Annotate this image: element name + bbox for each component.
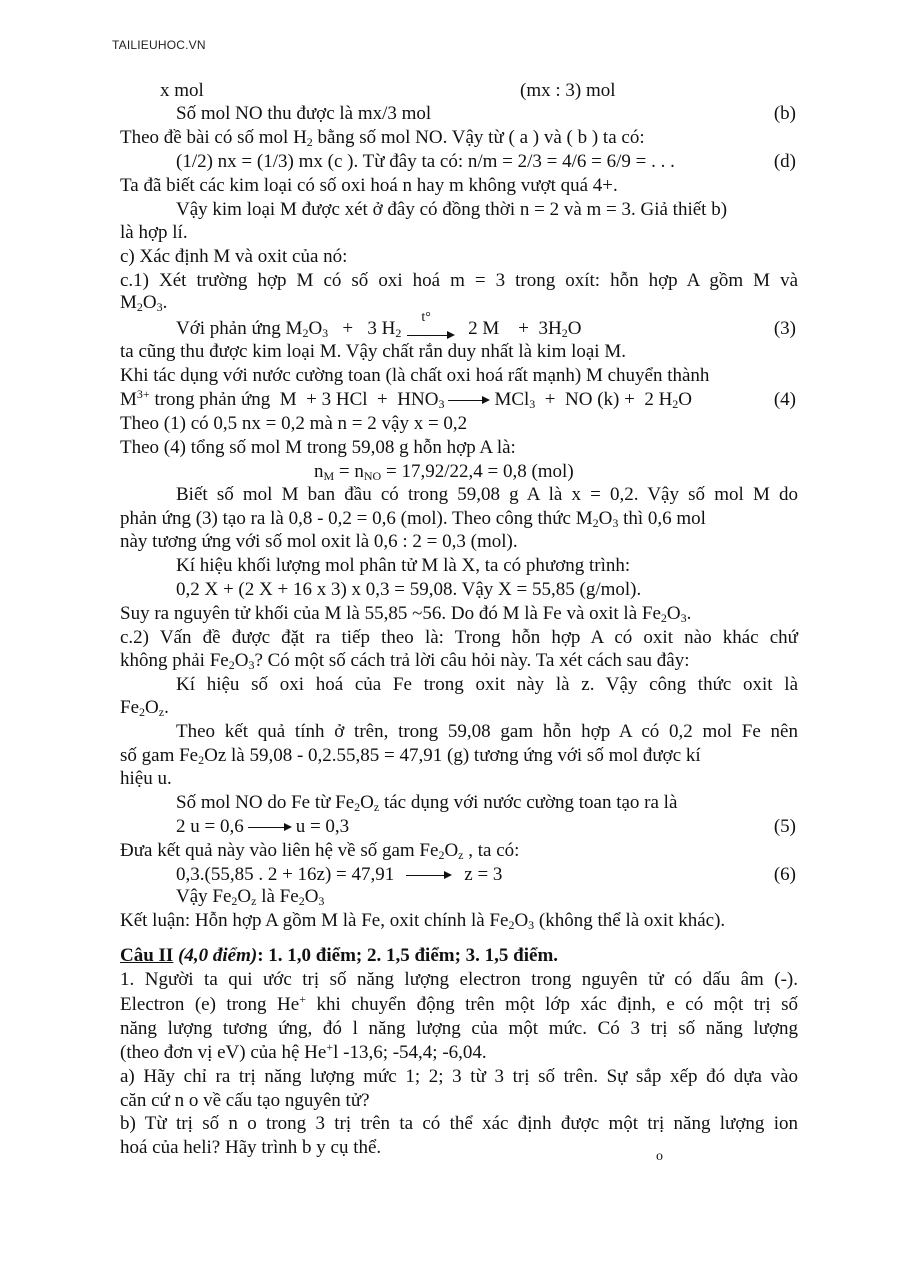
line-mx3mol: (mx : 3) mol <box>520 80 616 101</box>
text-line: c.2) Vấn đề được đặt ra tiếp theo là: Trong hỗn hợp A có oxit nào khác chứ <box>120 627 798 648</box>
equation-6: 0,3.(55,85 . 2 + 16z) = 47,91 z = 3 <box>176 864 503 885</box>
text-line: căn cứ n o về cấu tạo nguyên tử? <box>120 1090 370 1111</box>
text-line: Theo đề bài có số mol $H_2$ bằng số mol NO. Vậy từ ( a ) và ( b ) ta có: <box>120 127 645 149</box>
reaction-arrow <box>406 871 452 881</box>
text-line: $n_M = n_{NO} = 17,92/22,4 = 0,8$ (mol) <box>314 461 574 483</box>
text-line: Vậy kim loại M được xét ở đây có đồng thời n = 2 và m = 3. Giả thiết b) <box>176 199 728 220</box>
text-line: a) Hãy chỉ ra trị năng lượng mức 1; 2; 3 từ 3 trị số trên. Sự sắp xếp đó dựa vào <box>120 1066 798 1087</box>
reaction-arrow <box>248 823 292 833</box>
text-line: không phải $Fe_2O_3$? Có một số cách trả lời câu hỏi này. Ta xét cách sau đây: <box>120 650 690 672</box>
text-line: ta cũng thu được kim loại M. Vậy chất rắn duy nhất là kim loại M. <box>120 341 626 362</box>
text-line: $Fe_2O_z$. <box>120 697 169 719</box>
text-line: Theo (1) có 0,5 nx = 0,2 mà n = 2 vậy x = 0,2 <box>120 413 468 434</box>
text-line: $M_2O_3$. <box>120 292 168 314</box>
text-line: Số mol NO thu được là mx/3 mol <box>176 103 432 124</box>
equation-tag: (b) <box>773 103 796 124</box>
conclusion-line: Kết luận: Hỗn hợp A gồm M là Fe, oxit chính là $Fe_2O_3$ (không thể là oxit khác). <box>120 910 726 932</box>
reaction-arrow <box>448 396 490 406</box>
heat-arrow: t° <box>407 325 457 335</box>
text-line: số gam $Fe_2Oz$ là 59,08 - 0,2.55,85 = 47,91 (g) tương ứng với số mol được kí <box>120 745 701 767</box>
equation-tag: (5) <box>773 816 796 837</box>
text-line: Electron (e) trong He+ khi chuyển động trên một lớp xác định, e có một trị số <box>120 992 798 1015</box>
text-line: Theo kết quả tính ở trên, trong 59,08 gam hỗn hợp A có 0,2 mol Fe nên <box>176 721 798 742</box>
text-line: b) Từ trị số n o trong 3 trị trên ta có thể xác định được một trị năng lượng ion <box>120 1113 798 1134</box>
equation-5: 2 u = 0,6 u = 0,3 <box>176 816 350 837</box>
text-line: năng lượng tương ứng, đó l năng lượng của một mức. Có 3 trị số năng lượng <box>120 1018 798 1039</box>
text-line: phản ứng (3) tạo ra là 0,8 - 0,2 = 0,6 (mol). Theo công thức $M_2O_3$ thì 0,6 mol <box>120 508 706 530</box>
text-line: Kí hiệu số oxi hoá của Fe trong oxit này là z. Vậy công thức oxit là <box>176 674 798 695</box>
text-line: c.1) Xét trường hợp M có số oxi hoá m = 3 trong oxít: hỗn hợp A gồm M và <box>120 270 798 291</box>
text-line: này tương ứng với số mol oxit là 0,6 : 2 = 0,3 (mol). <box>120 531 518 552</box>
text-line: Kí hiệu khối lượng mol phân tử M là X, ta có phương trình: <box>176 555 631 576</box>
reaction-4: $M^{3+}$ trong phản ứng M + 3 HCl + $HNO_3$ MCl$_3$ + NO (k) + 2 $H_2O$ <box>120 387 693 411</box>
text-line: (theo đơn vị eV) của hệ He+l -13,6; -54,4; -6,04. <box>120 1040 487 1063</box>
text-line: 1. Người ta qui ước trị số năng lượng electron trong nguyên tử có dấu âm (-). <box>120 969 798 990</box>
text-line: là hợp lí. <box>120 222 188 243</box>
text-line: Vậy $Fe_2O_z$ là $Fe_2O_3$ <box>176 886 325 908</box>
site-header: TAILIEUHOC.VN <box>112 38 206 52</box>
equation-tag: (6) <box>773 864 796 885</box>
text-line: Khi tác dụng với nước cường toan (là chất oxi hoá rất mạnh) M chuyển thành <box>120 365 710 386</box>
question-2-heading: Câu II (4,0 điểm): 1. 1,0 điểm; 2. 1,5 điểm; 3. 1,5 điểm. <box>120 945 559 966</box>
line-xmol: x mol <box>160 80 204 101</box>
equation-tag: (3) <box>773 318 796 339</box>
text-line: Số mol NO do Fe từ $Fe_2O_z$ tác dụng với nước cường toan tạo ra là <box>176 792 678 814</box>
text-line: (1/2) nx = (1/3) mx (c ). Từ đây ta có: n/m = 2/3 = 4/6 = 6/9 = . . . <box>176 151 675 172</box>
reaction-3: Với phản ứng $M_2O_3 + 3$ $H_2$ t° 2 M + $3H_2O$ <box>176 309 582 340</box>
text-line: Biết số mol M ban đầu có trong 59,08 g A là x = 0,2. Vậy số mol M do <box>176 484 798 505</box>
text-line: Đưa kết quả này vào liên hệ về số gam $Fe_2O_z$ , ta có: <box>120 840 520 862</box>
equation-tag: (4) <box>773 389 796 410</box>
text-line: Theo (4) tổng số mol M trong 59,08 g hỗn hợp A là: <box>120 437 516 458</box>
text-line: Suy ra nguyên tử khối của M là 55,85 ~56. Do đó M là Fe và oxit là $Fe_2O_3$. <box>120 603 692 625</box>
text-line: hoá của heli? Hãy trình b y cụ thể. <box>120 1137 382 1158</box>
text-line: Ta đã biết các kim loại có số oxi hoá n hay m không vượt quá 4+. <box>120 175 618 196</box>
text-line: 0,2 X + (2 X + 16 x 3) x 0,3 = 59,08. Vậy X = 55,85 (g/mol). <box>176 579 642 600</box>
equation-tag: (d) <box>773 151 796 172</box>
text-line: hiệu u. <box>120 768 172 789</box>
text-line: c) Xác định M và oxit của nó: <box>120 246 348 267</box>
stray-mark: o <box>656 1149 663 1164</box>
